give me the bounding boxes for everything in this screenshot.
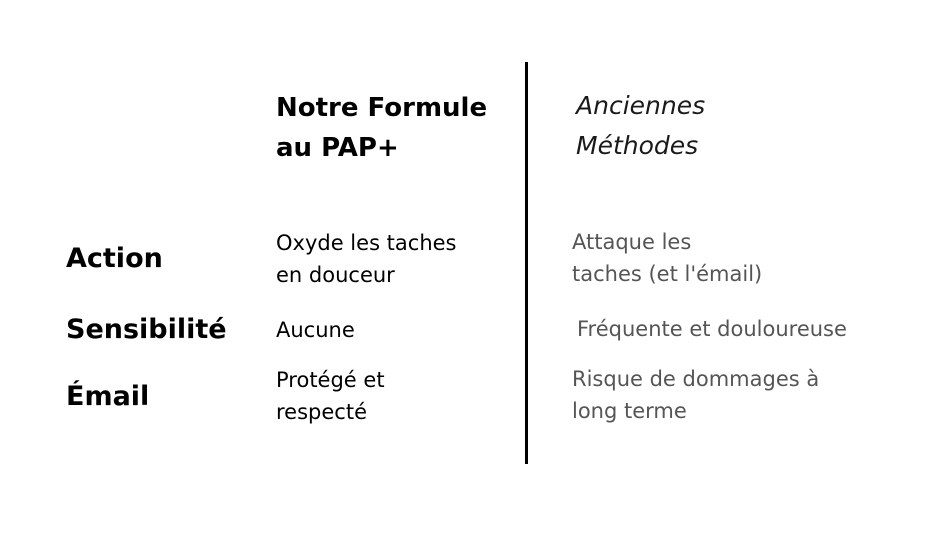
- cell-action-our-formula-line-1: Oxyde les taches: [276, 231, 457, 255]
- row-label-sensitivity: Sensibilité: [66, 314, 227, 345]
- cell-action-old-methods: [572, 226, 762, 290]
- cell-sensitivity-old-methods-line-1: Fréquente et douloureuse: [577, 317, 847, 341]
- row-label-action: Action: [66, 243, 163, 274]
- cell-action-old-methods-line-2: taches (et l'émail): [572, 262, 763, 286]
- cell-enamel-our-formula: [276, 364, 385, 428]
- column-header-our-formula-line-1: Notre Formule: [276, 93, 488, 123]
- row-label-enamel: Émail: [66, 381, 150, 412]
- cell-enamel-old-methods: [572, 363, 819, 427]
- cell-sensitivity-our-formula: [276, 314, 355, 346]
- column-header-old-methods: [576, 86, 705, 166]
- column-header-old-methods-line-2: Méthodes: [576, 131, 699, 160]
- cell-action-our-formula-line-2: en douceur: [276, 263, 395, 287]
- cell-enamel-old-methods-line-1: Risque de dommages à: [572, 367, 820, 391]
- cell-sensitivity-old-methods: [577, 313, 847, 345]
- column-divider: [525, 62, 528, 464]
- cell-enamel-our-formula-line-2: respecté: [276, 400, 367, 424]
- column-header-old-methods-line-1: Anciennes: [576, 91, 706, 120]
- column-header-our-formula: [276, 88, 487, 168]
- column-header-our-formula-line-2: au PAP+: [276, 133, 399, 163]
- cell-action-old-methods-line-1: Attaque les: [572, 230, 692, 254]
- cell-enamel-old-methods-line-2: long terme: [572, 399, 687, 423]
- cell-action-our-formula: [276, 227, 457, 291]
- cell-enamel-our-formula-line-1: Protégé et: [276, 368, 385, 392]
- cell-sensitivity-our-formula-line-1: Aucune: [276, 318, 355, 342]
